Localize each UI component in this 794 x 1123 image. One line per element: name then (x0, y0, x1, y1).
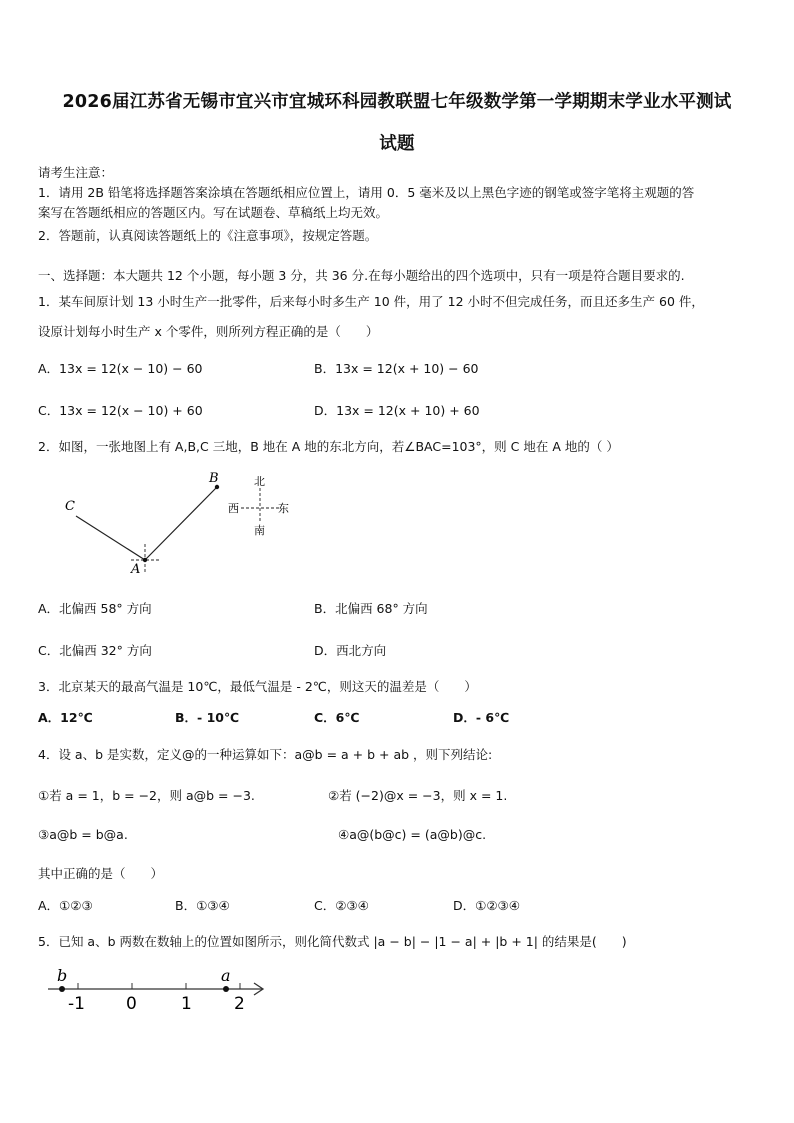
q1-stem-cont: 设原计划每小时生产 x 个零件，则所列方程正确的是（ ） (38, 324, 379, 339)
q3-option-a: A．12℃ (38, 710, 93, 725)
q1-option-b: B．13x = 12(x + 10) − 60 (314, 361, 479, 376)
compass-north: 北 (254, 475, 265, 488)
notice-item-1: 1．请用 2B 铅笔将选择题答案涂填在答题纸相应位置上，请用 0．5 毫米及以上黑色字迹的钢笔或签字笔将主观题的答 (38, 185, 695, 200)
q2-option-a: A．北偏西 58° 方向 (38, 601, 152, 616)
label-c: C (65, 499, 75, 514)
q4-option-c: C．②③④ (314, 898, 369, 913)
tick-label-2: 2 (234, 994, 245, 1014)
section-header: 一、选择题：本大题共 12 个小题，每小题 3 分，共 36 分.在每小题给出的四个选项中，只有一项是符合题目要求的. (38, 268, 685, 283)
q2-option-d: D．西北方向 (314, 643, 387, 658)
q3-option-d: D．- 6℃ (453, 710, 510, 725)
q5-number-line (44, 964, 274, 1016)
label-a: a (221, 966, 231, 985)
q1-option-d: D．13x = 12(x + 10) + 60 (314, 403, 480, 418)
q1-stem: 1．某车间原计划 13 小时生产一批零件，后来每小时多生产 10 件，用了 12 小时不但完成任务，而且还多生产 60 件， (38, 294, 704, 309)
q4-option-a: A．①②③ (38, 898, 93, 913)
q2-stem: 2．如图，一张地图上有 A,B,C 三地，B 地在 A 地的东北方向，若∠BAC=103°，则 C 地在 A 地的（ ） (38, 439, 619, 454)
q3-option-c: C．6℃ (314, 710, 360, 725)
tick-label-0: 0 (126, 994, 137, 1014)
tick-label-1: 1 (181, 994, 192, 1014)
q5-stem: 5．已知 a、b 两数在数轴上的位置如图所示，则化简代数式 |a − b| − |1 − a| + |b + 1| 的结果是( ) (38, 934, 627, 949)
q4-statement-3: ③a@b = b@a. (38, 827, 128, 842)
compass-south: 南 (254, 524, 265, 537)
q1-option-a: A．13x = 12(x − 10) − 60 (38, 361, 203, 376)
q4-statement-1: ①若 a = 1，b = −2，则 a@b = −3. (38, 788, 255, 803)
compass-west: 西 (228, 502, 239, 515)
label-b: B (209, 471, 219, 486)
notice-item-2: 2．答题前，认真阅读答题纸上的《注意事项》，按规定答题。 (38, 228, 378, 243)
q4-option-d: D．①②③④ (453, 898, 520, 913)
q4-statement-4: ④a@(b@c) = (a@b)@c. (338, 827, 487, 842)
q4-option-b: B．①③④ (175, 898, 230, 913)
ab-line (145, 487, 217, 560)
q4-stem: 4．设 a、b 是实数，定义@的一种运算如下：a@b = a + b + ab ，则下列结论: (38, 747, 493, 762)
tick-label-minus-1: -1 (68, 994, 85, 1014)
page-title: 2026届江苏省无锡市宜兴市宜城环科园教联盟七年级数学第一学期期末学业水平测试 (62, 92, 732, 112)
q4-ask: 其中正确的是（ ） (38, 866, 164, 881)
q2-option-b: B．北偏西 68° 方向 (314, 601, 428, 616)
notice-header: 请考生注意： (38, 165, 114, 180)
compass-east: 东 (278, 502, 289, 515)
ac-line (76, 516, 145, 560)
point-a (223, 986, 229, 992)
q3-option-b: B．- 10℃ (175, 710, 240, 725)
notice-item-1-cont: 案写在答题纸相应的答题区内。写在试题卷、草稿纸上均无效。 (38, 205, 389, 220)
q3-stem: 3．北京某天的最高气温是 10℃，最低气温是 - 2℃，则这天的温差是（ ） (38, 679, 477, 694)
q2-map-figure (55, 466, 305, 581)
q4-statement-2: ②若 (−2)@x = −3，则 x = 1. (328, 788, 508, 803)
point-b (59, 986, 65, 992)
q1-option-c: C．13x = 12(x − 10) + 60 (38, 403, 203, 418)
point-a (143, 558, 147, 562)
q2-option-c: C．北偏西 32° 方向 (38, 643, 152, 658)
label-a: A (131, 562, 141, 577)
label-b: b (57, 966, 68, 985)
page-title-line2: 试题 (379, 134, 415, 154)
